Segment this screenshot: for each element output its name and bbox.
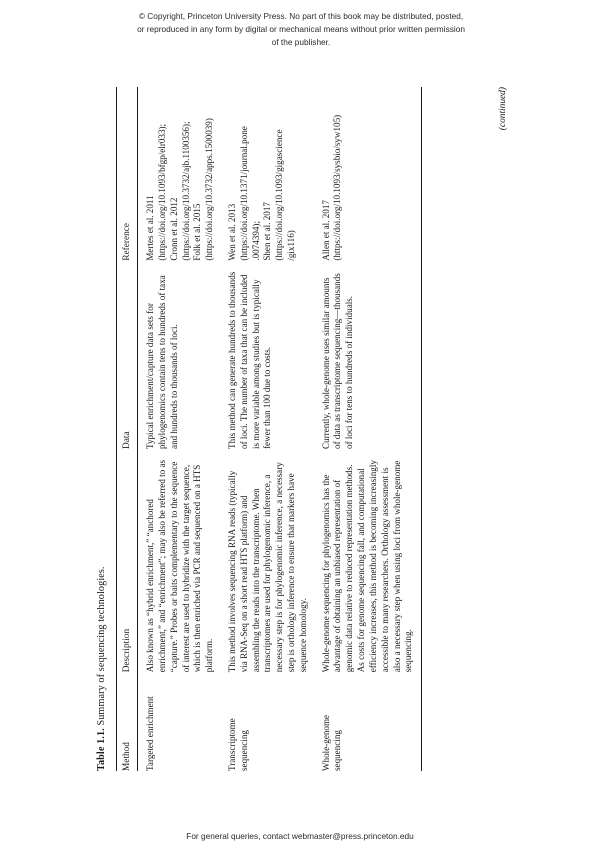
- cell-description: This method involves sequencing RNA reads (typically via RNA-Seq on a short read HTS platform) and assembling the reads into the transcriptome. When transcriptomes are used for phylogenomic inference, a necessary step is for phylogenomic inference, a necessary step is orthology inference to ensure that markers have sequence homology.: [226, 461, 308, 672]
- landscape-table-canvas: [90, 79, 510, 779]
- reference-line: .0074394);: [250, 220, 261, 261]
- column-header-data: Data: [117, 260, 138, 448]
- copyright-notice: © Copyright, Princeton University Press. No part of this book may be distributed, posted, or reproduced in any form by digital or mechanical means without prior written permission of the publisher.: [137, 11, 465, 47]
- page-footer-notice: For general queries, contact webmaster@press.princeton.edu: [186, 831, 414, 841]
- table-row: [138, 87, 227, 771]
- continued-marker: (continued): [498, 86, 508, 130]
- table-label: Table 1.1.: [96, 727, 107, 771]
- column-header-reference: Reference: [117, 87, 138, 261]
- table-header-row: [117, 87, 138, 771]
- cell-data: Typical enrichment/capture data sets for phylogenomics contain tens to hundreds of taxa and hundreds to thousands of loci.: [145, 274, 179, 449]
- reference-line: /gix116): [286, 229, 297, 261]
- reference-line: Wen et al. 2013: [226, 203, 237, 261]
- cell-data: Currently, whole-genome uses similar amounts of data as transcriptome sequencing—thousands of loci for tens to hundreds of individuals.: [321, 260, 422, 448]
- reference-line: Mertes et al. 2011: [145, 194, 156, 261]
- cell-method: Whole-genome sequencing: [321, 672, 422, 771]
- cell-description: Whole-genome sequencing for phylogenomics has the advantage of obtaining an unbiased representation of genomic data relative to reduced representation methods. As costs for genome sequencing fall, and computational efficiency increases, this method is becoming increasingly accessible to many researchers. Orthology assessment is also a necessary step when using loci from whole-genome sequencing.: [321, 448, 422, 671]
- table-body: [138, 87, 422, 771]
- table-title: [96, 566, 107, 771]
- cell-method: Targeted enrichment: [145, 695, 156, 771]
- cell-method: Transcriptome sequencing: [226, 717, 249, 771]
- reference-line: (https://doi.org/10.1093/bfgp/elr033);: [156, 123, 167, 261]
- cell-reference: [227, 87, 321, 261]
- reference-line: (https://doi.org/10.3732/ajb.1100356);: [180, 120, 191, 261]
- reference-line: (https://doi.org/10.1371/journal.pone: [238, 125, 249, 261]
- column-header-description: Description: [117, 448, 138, 671]
- reference-line: (https://doi.org/10.1093/sysbio/syw105): [332, 114, 343, 261]
- cell-reference: [321, 87, 422, 261]
- reference-line: Folk et al. 2015: [192, 203, 203, 261]
- reference-line: Cronn et al. 2012: [168, 197, 179, 261]
- table-caption: Summary of sequencing technologies.: [96, 565, 107, 726]
- table-row: [227, 87, 321, 771]
- reference-line: (https://doi.org/10.1093/gigascience: [274, 129, 285, 261]
- reference-line: Shen et al. 2017: [262, 201, 273, 261]
- reference-line: Allen et al. 2017: [320, 199, 331, 261]
- cell-description: Also known as “hybrid enrichment,” “anchored enrichment,” and “enrichment”; may also be referred to as “capture.” Probes or baits complementary to the sequence of interest are used to hybridize with the target sequence, which is then enriched via PCR and sequenced on a HTS platform.: [145, 459, 215, 672]
- cell-reference: [138, 87, 227, 261]
- table-row: [321, 87, 422, 771]
- reference-line: (https://doi.org/10.3732/apps.1500039): [204, 117, 215, 261]
- cell-data: This method can generate hundreds to thousands of loci. The number of taxa that can be included is more variable among studies but is typically fewer than 100 due to costs.: [226, 271, 273, 449]
- column-header-method: Method: [117, 672, 138, 771]
- sequencing-technologies-table: [116, 87, 422, 771]
